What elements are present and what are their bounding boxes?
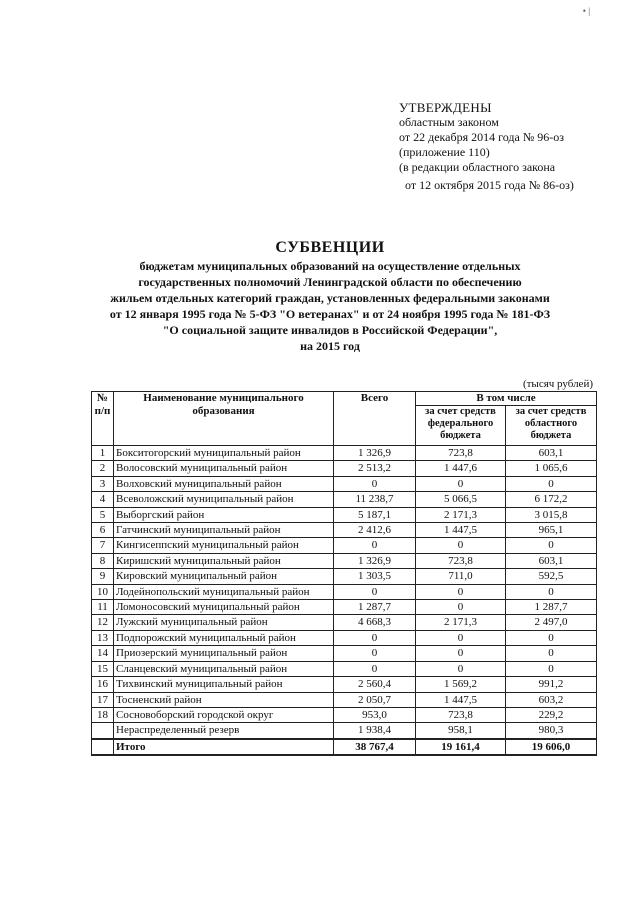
header-name: Наименование муниципального образования — [114, 392, 334, 446]
row-federal: 0 — [416, 646, 506, 661]
row-regional: 980,3 — [506, 723, 597, 739]
table-row — [92, 461, 597, 476]
approval-line-2: от 22 декабря 2014 года № 96-оз — [399, 130, 565, 144]
row-regional: 603,2 — [506, 692, 597, 707]
row-regional: 0 — [506, 538, 597, 553]
row-federal: 1 569,2 — [416, 677, 506, 692]
row-total: 2 513,2 — [334, 461, 416, 476]
row-name: Киришский муниципальный район — [114, 553, 334, 568]
row-total: 0 — [334, 538, 416, 553]
row-federal: 0 — [416, 600, 506, 615]
row-total: 1 303,5 — [334, 569, 416, 584]
total-row-total: 38 767,4 — [334, 739, 416, 755]
row-number: 3 — [92, 476, 114, 491]
row-total: 11 238,7 — [334, 492, 416, 507]
row-federal: 723,8 — [416, 707, 506, 722]
table-row — [92, 646, 597, 661]
title-line: "О социальной защите инвалидов в Российской Федерации", — [162, 323, 498, 337]
table-row — [92, 538, 597, 553]
row-name: Подпорожский муниципальный район — [114, 630, 334, 645]
table-row — [92, 507, 597, 522]
row-regional: 0 — [506, 476, 597, 491]
header-including: В том числе — [416, 392, 597, 406]
row-name: Кингисеппский муниципальный район — [114, 538, 334, 553]
row-number: 1 — [92, 446, 114, 461]
row-regional: 991,2 — [506, 677, 597, 692]
header-total: Всего — [334, 392, 416, 446]
table-row — [92, 600, 597, 615]
row-total: 0 — [334, 584, 416, 599]
row-name: Сланцевский муниципальный район — [114, 661, 334, 676]
row-total: 2 412,6 — [334, 523, 416, 538]
row-regional: 965,1 — [506, 523, 597, 538]
row-regional: 2 497,0 — [506, 615, 597, 630]
approval-line-3: (приложение 110) — [399, 145, 490, 159]
row-name: Ломоносовский муниципальный район — [114, 600, 334, 615]
table-row — [92, 523, 597, 538]
row-total: 4 668,3 — [334, 615, 416, 630]
row-number: 11 — [92, 600, 114, 615]
row-name: Лужский муниципальный район — [114, 615, 334, 630]
units-label: (тысяч рублей) — [522, 378, 593, 390]
row-regional: 0 — [506, 584, 597, 599]
row-total: 2 560,4 — [334, 677, 416, 692]
row-federal: 2 171,3 — [416, 615, 506, 630]
row-total: 953,0 — [334, 707, 416, 722]
row-regional: 3 015,8 — [506, 507, 597, 522]
approval-stamp — [399, 100, 574, 193]
row-number: 14 — [92, 646, 114, 661]
row-name: Кировский муниципальный район — [114, 569, 334, 584]
title-main: СУБВЕНЦИИ — [275, 239, 385, 256]
approval-line-5: от 12 октября 2015 года № 86-оз) — [405, 178, 574, 192]
table-row — [92, 446, 597, 461]
row-federal: 1 447,6 — [416, 461, 506, 476]
total-row-num — [92, 739, 114, 755]
subsidies-table — [91, 391, 597, 756]
row-federal: 723,8 — [416, 446, 506, 461]
table-row — [92, 677, 597, 692]
row-name: Тихвинский муниципальный район — [114, 677, 334, 692]
row-total: 0 — [334, 661, 416, 676]
row-name: Всеволожский муниципальный район — [114, 492, 334, 507]
row-federal: 0 — [416, 584, 506, 599]
row-federal: 0 — [416, 476, 506, 491]
table-row — [92, 692, 597, 707]
row-number: 18 — [92, 707, 114, 722]
row-federal: 0 — [416, 661, 506, 676]
table-row — [92, 615, 597, 630]
row-name: Нераспределенный резерв — [114, 723, 334, 739]
table-row — [92, 584, 597, 599]
row-total: 0 — [334, 476, 416, 491]
row-name: Гатчинский муниципальный район — [114, 523, 334, 538]
row-number — [92, 723, 114, 739]
row-regional: 1 287,7 — [506, 600, 597, 615]
total-row-label: Итого — [114, 739, 334, 755]
row-regional: 0 — [506, 646, 597, 661]
row-total: 1 326,9 — [334, 446, 416, 461]
row-number: 13 — [92, 630, 114, 645]
row-total: 1 938,4 — [334, 723, 416, 739]
row-total: 2 050,7 — [334, 692, 416, 707]
row-total: 0 — [334, 646, 416, 661]
row-number: 7 — [92, 538, 114, 553]
table-row — [92, 492, 597, 507]
row-regional: 1 065,6 — [506, 461, 597, 476]
approval-line-4: (в редакции областного закона — [399, 160, 556, 174]
corner-mark: • | — [582, 6, 590, 16]
table-row — [92, 630, 597, 645]
table-row — [92, 569, 597, 584]
row-federal: 0 — [416, 630, 506, 645]
total-row-regional: 19 606,0 — [506, 739, 597, 755]
table-row — [92, 553, 597, 568]
row-regional: 603,1 — [506, 553, 597, 568]
row-number: 9 — [92, 569, 114, 584]
row-number: 16 — [92, 677, 114, 692]
row-number: 4 — [92, 492, 114, 507]
total-row — [92, 739, 597, 755]
row-name: Лодейнопольский муниципальный район — [114, 584, 334, 599]
row-number: 15 — [92, 661, 114, 676]
row-number: 5 — [92, 507, 114, 522]
row-regional: 6 172,2 — [506, 492, 597, 507]
header-regional: за счет средств областного бюджета — [506, 406, 597, 446]
row-federal: 1 447,5 — [416, 523, 506, 538]
row-name: Бокситогорский муниципальный район — [114, 446, 334, 461]
header-federal: за счет средств федерального бюджета — [416, 406, 506, 446]
row-name: Тосненский район — [114, 692, 334, 707]
row-federal: 0 — [416, 538, 506, 553]
approval-heading: УТВЕРЖДЕНЫ — [399, 100, 492, 115]
table-row — [92, 661, 597, 676]
row-federal: 711,0 — [416, 569, 506, 584]
table-row — [92, 476, 597, 491]
row-federal: 958,1 — [416, 723, 506, 739]
row-number: 12 — [92, 615, 114, 630]
title-line: бюджетам муниципальных образований на осуществление отдельных — [139, 259, 521, 273]
row-total: 5 187,1 — [334, 507, 416, 522]
title-line: государственных полномочий Ленинградской области по обеспечению — [138, 275, 522, 289]
row-name: Волховский муниципальный район — [114, 476, 334, 491]
total-row-federal: 19 161,4 — [416, 739, 506, 755]
title-line: от 12 января 1995 года № 5-ФЗ "О ветеранах" и от 24 ноября 1995 года № 181-ФЗ — [109, 307, 551, 321]
header-num: № п/п — [92, 392, 114, 446]
row-number: 6 — [92, 523, 114, 538]
row-name: Выборгский район — [114, 507, 334, 522]
row-name: Сосновоборский городской округ — [114, 707, 334, 722]
row-regional: 229,2 — [506, 707, 597, 722]
row-number: 8 — [92, 553, 114, 568]
row-federal: 1 447,5 — [416, 692, 506, 707]
document-title — [80, 238, 580, 354]
row-regional: 603,1 — [506, 446, 597, 461]
row-federal: 2 171,3 — [416, 507, 506, 522]
row-regional: 592,5 — [506, 569, 597, 584]
row-number: 17 — [92, 692, 114, 707]
row-total: 1 326,9 — [334, 553, 416, 568]
row-regional: 0 — [506, 630, 597, 645]
row-name: Волосовский муниципальный район — [114, 461, 334, 476]
row-number: 2 — [92, 461, 114, 476]
row-federal: 5 066,5 — [416, 492, 506, 507]
row-name: Приозерский муниципальный район — [114, 646, 334, 661]
approval-line-1: областным законом — [399, 115, 499, 129]
title-line: жильем отдельных категорий граждан, установленных федеральными законами — [110, 291, 550, 305]
table-row — [92, 707, 597, 722]
row-regional: 0 — [506, 661, 597, 676]
table-row — [92, 723, 597, 739]
row-total: 1 287,7 — [334, 600, 416, 615]
title-line: на 2015 год — [300, 339, 360, 353]
row-number: 10 — [92, 584, 114, 599]
row-federal: 723,8 — [416, 553, 506, 568]
row-total: 0 — [334, 630, 416, 645]
